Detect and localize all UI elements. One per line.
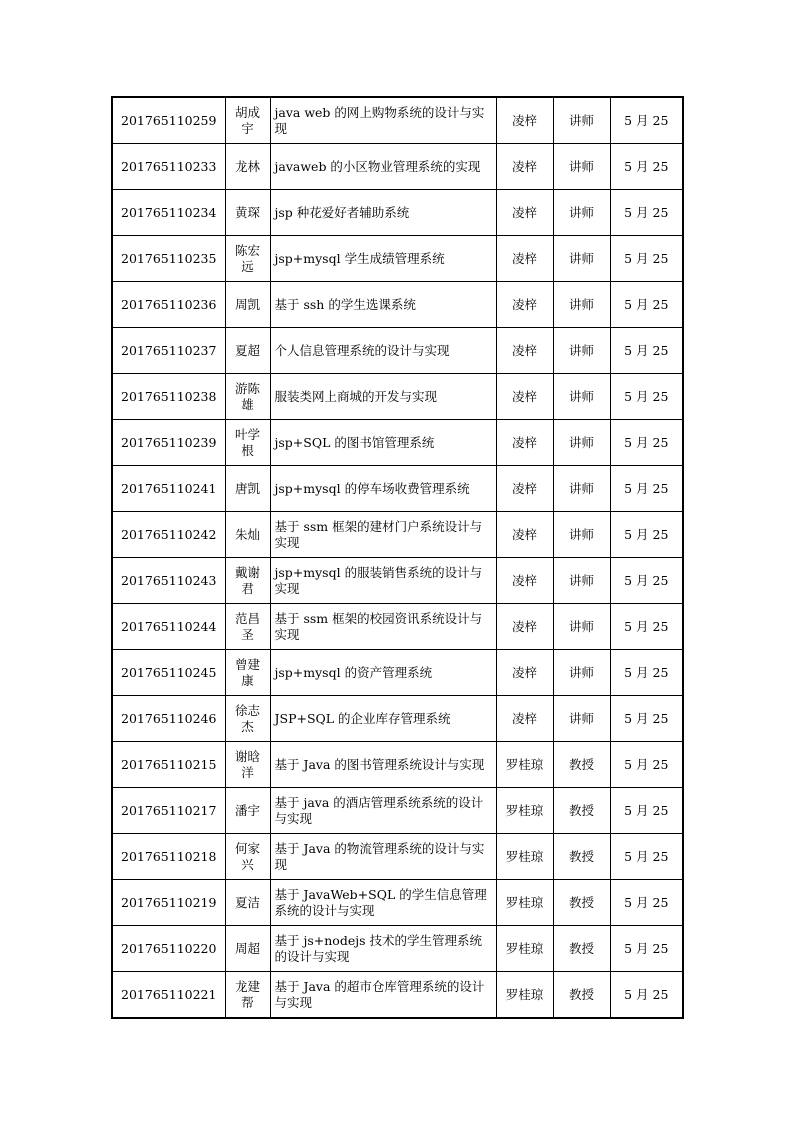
- thesis-title-cell: 服装类网上商城的开发与实现: [270, 374, 496, 420]
- date-cell: 5 月 25: [610, 650, 683, 696]
- date-cell: 5 月 25: [610, 880, 683, 926]
- student-name-cell: 龙林: [225, 144, 270, 190]
- thesis-title-cell: javaweb 的小区物业管理系统的实现: [270, 144, 496, 190]
- advisor-cell: 凌梓: [496, 512, 553, 558]
- thesis-title-cell: jsp+mysql 的服装销售系统的设计与实现: [270, 558, 496, 604]
- table-row: [112, 466, 683, 512]
- table-row: [112, 420, 683, 466]
- student-name-cell: 龙建帮: [225, 972, 270, 1019]
- student-id-cell: 201765110259: [112, 97, 225, 144]
- advisor-rank-cell: 教授: [553, 788, 610, 834]
- student-name-cell: 叶学根: [225, 420, 270, 466]
- student-id-cell: 201765110220: [112, 926, 225, 972]
- date-cell: 5 月 25: [610, 190, 683, 236]
- student-name-cell: 夏超: [225, 328, 270, 374]
- table-body: [112, 97, 683, 1018]
- table-row: [112, 97, 683, 144]
- thesis-title-cell: jsp+SQL 的图书馆管理系统: [270, 420, 496, 466]
- advisor-rank-cell: 讲师: [553, 512, 610, 558]
- student-id-cell: 201765110237: [112, 328, 225, 374]
- student-name-cell: 何家兴: [225, 834, 270, 880]
- advisor-cell: 罗桂琼: [496, 788, 553, 834]
- date-cell: 5 月 25: [610, 328, 683, 374]
- thesis-title-cell: 基于 js+nodejs 技术的学生管理系统的设计与实现: [270, 926, 496, 972]
- student-id-cell: 201765110236: [112, 282, 225, 328]
- date-cell: 5 月 25: [610, 97, 683, 144]
- thesis-title-cell: jsp+mysql 学生成绩管理系统: [270, 236, 496, 282]
- advisor-rank-cell: 教授: [553, 972, 610, 1019]
- advisor-rank-cell: 讲师: [553, 190, 610, 236]
- table-row: [112, 788, 683, 834]
- thesis-title-cell: jsp 种花爱好者辅助系统: [270, 190, 496, 236]
- advisor-rank-cell: 讲师: [553, 466, 610, 512]
- student-id-cell: 201765110218: [112, 834, 225, 880]
- table-row: [112, 236, 683, 282]
- student-id-cell: 201765110242: [112, 512, 225, 558]
- student-name-cell: 夏洁: [225, 880, 270, 926]
- advisor-cell: 凌梓: [496, 282, 553, 328]
- advisor-rank-cell: 讲师: [553, 144, 610, 190]
- advisor-cell: 凌梓: [496, 420, 553, 466]
- advisor-cell: 凌梓: [496, 236, 553, 282]
- date-cell: 5 月 25: [610, 926, 683, 972]
- table-row: [112, 282, 683, 328]
- student-name-cell: 潘宇: [225, 788, 270, 834]
- thesis-title-cell: 基于 JavaWeb+SQL 的学生信息管理系统的设计与实现: [270, 880, 496, 926]
- student-name-cell: 周凯: [225, 282, 270, 328]
- student-name-cell: 周超: [225, 926, 270, 972]
- date-cell: 5 月 25: [610, 834, 683, 880]
- table-row: [112, 972, 683, 1019]
- advisor-cell: 凌梓: [496, 144, 553, 190]
- table-row: [112, 144, 683, 190]
- thesis-title-cell: 基于 ssm 框架的建材门户系统设计与实现: [270, 512, 496, 558]
- date-cell: 5 月 25: [610, 144, 683, 190]
- advisor-cell: 凌梓: [496, 604, 553, 650]
- advisor-cell: 凌梓: [496, 190, 553, 236]
- table-row: [112, 834, 683, 880]
- advisor-rank-cell: 讲师: [553, 236, 610, 282]
- student-id-cell: 201765110215: [112, 742, 225, 788]
- student-name-cell: 范昌圣: [225, 604, 270, 650]
- date-cell: 5 月 25: [610, 374, 683, 420]
- thesis-title-cell: JSP+SQL 的企业库存管理系统: [270, 696, 496, 742]
- student-name-cell: 黄琛: [225, 190, 270, 236]
- student-name-cell: 谢晗洋: [225, 742, 270, 788]
- advisor-rank-cell: 教授: [553, 742, 610, 788]
- student-id-cell: 201765110239: [112, 420, 225, 466]
- student-name-cell: 曾建康: [225, 650, 270, 696]
- thesis-title-cell: 基于 ssm 框架的校园资讯系统设计与实现: [270, 604, 496, 650]
- thesis-title-cell: 基于 java 的酒店管理系统系统的设计与实现: [270, 788, 496, 834]
- advisor-rank-cell: 讲师: [553, 558, 610, 604]
- advisor-rank-cell: 讲师: [553, 374, 610, 420]
- advisor-cell: 凌梓: [496, 466, 553, 512]
- date-cell: 5 月 25: [610, 696, 683, 742]
- advisor-cell: 凌梓: [496, 696, 553, 742]
- table-row: [112, 604, 683, 650]
- table-row: [112, 512, 683, 558]
- table-row: [112, 926, 683, 972]
- advisor-rank-cell: 讲师: [553, 328, 610, 374]
- student-id-cell: 201765110244: [112, 604, 225, 650]
- student-name-cell: 陈宏远: [225, 236, 270, 282]
- advisor-rank-cell: 教授: [553, 880, 610, 926]
- student-id-cell: 201765110238: [112, 374, 225, 420]
- date-cell: 5 月 25: [610, 282, 683, 328]
- advisor-cell: 凌梓: [496, 558, 553, 604]
- student-name-cell: 戴谢君: [225, 558, 270, 604]
- advisor-rank-cell: 讲师: [553, 282, 610, 328]
- thesis-title-cell: java web 的网上购物系统的设计与实现: [270, 97, 496, 144]
- table-row: [112, 742, 683, 788]
- advisor-cell: 罗桂琼: [496, 834, 553, 880]
- advisor-rank-cell: 讲师: [553, 696, 610, 742]
- date-cell: 5 月 25: [610, 558, 683, 604]
- thesis-title-cell: jsp+mysql 的资产管理系统: [270, 650, 496, 696]
- table-row: [112, 558, 683, 604]
- student-id-cell: 201765110221: [112, 972, 225, 1019]
- date-cell: 5 月 25: [610, 466, 683, 512]
- advisor-rank-cell: 讲师: [553, 604, 610, 650]
- date-cell: 5 月 25: [610, 512, 683, 558]
- advisor-rank-cell: 教授: [553, 834, 610, 880]
- thesis-schedule-table: [111, 96, 684, 1019]
- advisor-rank-cell: 讲师: [553, 420, 610, 466]
- thesis-title-cell: 基于 Java 的物流管理系统的设计与实现: [270, 834, 496, 880]
- thesis-title-cell: 基于 ssh 的学生选课系统: [270, 282, 496, 328]
- table-row: [112, 328, 683, 374]
- student-id-cell: 201765110246: [112, 696, 225, 742]
- thesis-title-cell: jsp+mysql 的停车场收费管理系统: [270, 466, 496, 512]
- advisor-cell: 罗桂琼: [496, 926, 553, 972]
- student-id-cell: 201765110235: [112, 236, 225, 282]
- date-cell: 5 月 25: [610, 420, 683, 466]
- student-name-cell: 游陈雄: [225, 374, 270, 420]
- advisor-rank-cell: 讲师: [553, 650, 610, 696]
- advisor-cell: 凌梓: [496, 328, 553, 374]
- advisor-rank-cell: 教授: [553, 926, 610, 972]
- table-row: [112, 880, 683, 926]
- student-id-cell: 201765110217: [112, 788, 225, 834]
- student-name-cell: 胡成宇: [225, 97, 270, 144]
- date-cell: 5 月 25: [610, 604, 683, 650]
- date-cell: 5 月 25: [610, 972, 683, 1019]
- table-row: [112, 696, 683, 742]
- advisor-cell: 凌梓: [496, 97, 553, 144]
- advisor-cell: 罗桂琼: [496, 742, 553, 788]
- table-row: [112, 650, 683, 696]
- advisor-cell: 凌梓: [496, 650, 553, 696]
- advisor-cell: 凌梓: [496, 374, 553, 420]
- table-row: [112, 190, 683, 236]
- student-id-cell: 201765110219: [112, 880, 225, 926]
- student-name-cell: 唐凯: [225, 466, 270, 512]
- thesis-title-cell: 基于 Java 的图书管理系统设计与实现: [270, 742, 496, 788]
- advisor-cell: 罗桂琼: [496, 880, 553, 926]
- student-id-cell: 201765110245: [112, 650, 225, 696]
- student-name-cell: 徐志杰: [225, 696, 270, 742]
- student-id-cell: 201765110243: [112, 558, 225, 604]
- student-id-cell: 201765110233: [112, 144, 225, 190]
- student-name-cell: 朱灿: [225, 512, 270, 558]
- table-row: [112, 374, 683, 420]
- thesis-title-cell: 个人信息管理系统的设计与实现: [270, 328, 496, 374]
- student-id-cell: 201765110234: [112, 190, 225, 236]
- thesis-title-cell: 基于 Java 的超市仓库管理系统的设计与实现: [270, 972, 496, 1019]
- advisor-rank-cell: 讲师: [553, 97, 610, 144]
- date-cell: 5 月 25: [610, 788, 683, 834]
- student-id-cell: 201765110241: [112, 466, 225, 512]
- advisor-cell: 罗桂琼: [496, 972, 553, 1019]
- date-cell: 5 月 25: [610, 236, 683, 282]
- date-cell: 5 月 25: [610, 742, 683, 788]
